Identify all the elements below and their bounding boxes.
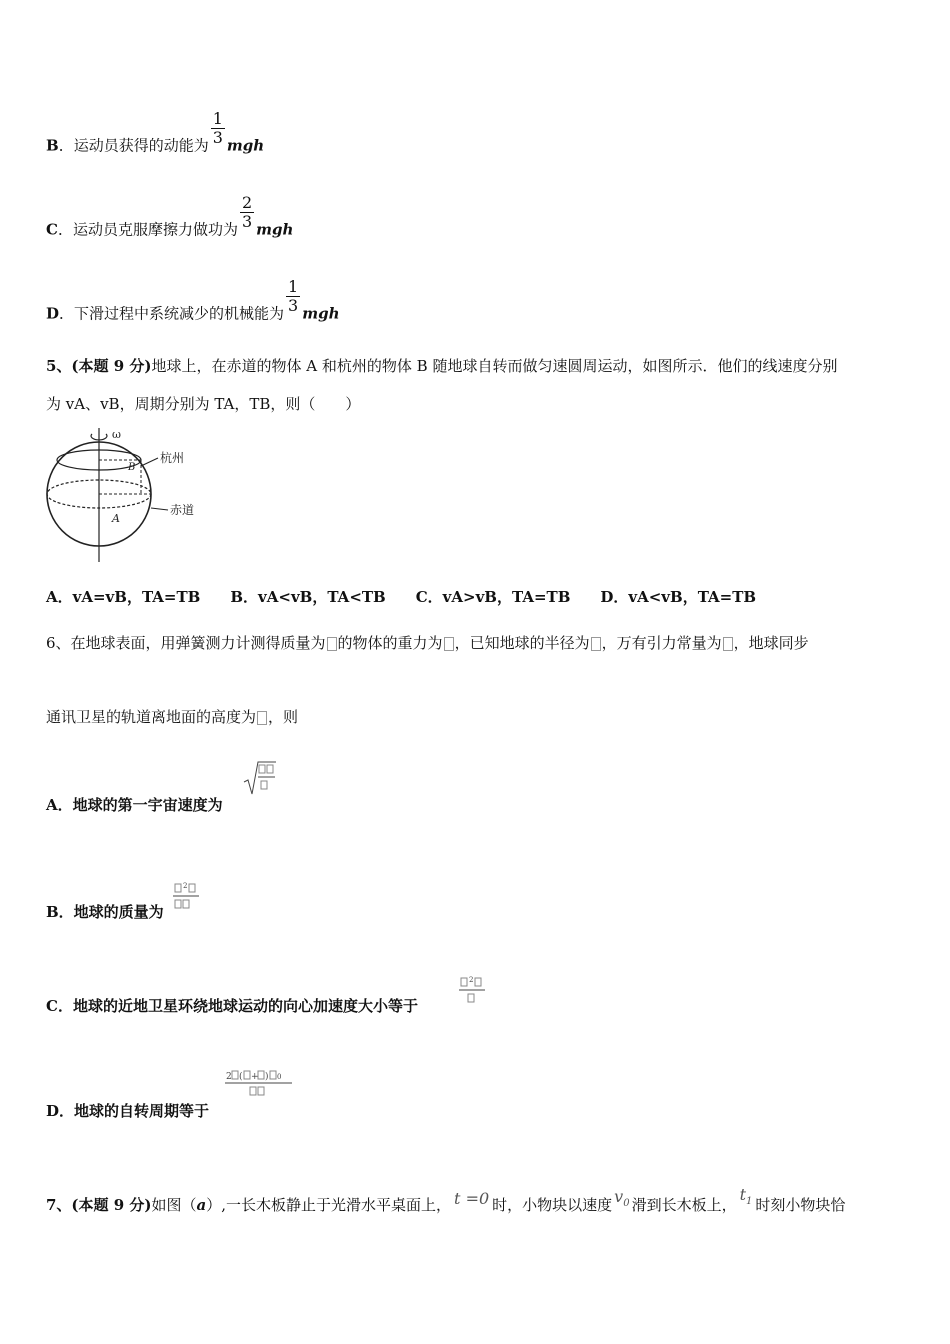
mass-formula (172, 880, 202, 916)
omega-label: ω (112, 428, 121, 441)
q6-option-b: B．地球的质量为 (46, 903, 164, 921)
fraction: $\frac{1}{3}$ (212, 109, 223, 147)
fraction: $\frac{1}{3}$ (288, 277, 299, 315)
accel-formula (458, 974, 488, 1010)
q6-option-d: D．地球的自转周期等于 (46, 1102, 210, 1120)
q5-options: A．vA=vB，TA=TB B．vA<vB，TA<TB C．vA>vB，TA=TB D．vA<vB，TA=TB (46, 588, 757, 606)
q6-stem-line1: 6、在地球表面，用弹簧测力计测得质量为 的物体的重力为 ，已知地球的半径为 ，万有引力常量为 ，地球同步 (46, 634, 809, 652)
period-formula (224, 1066, 296, 1102)
svg-text:2: 2 (469, 976, 474, 984)
q4-option-d: D．下滑过程中系统减少的机械能为 $\frac{1}{3}$ mgh (46, 277, 340, 323)
svg-text:(: ( (239, 1072, 243, 1082)
equator-label: 赤道 (170, 503, 195, 517)
point-a-label: A (112, 512, 120, 525)
sqrt-formula (242, 758, 278, 798)
q7-stem-line1: 7、(本题 9 分)如图（a）,一长木板静止于光滑水平桌面上， t =0 时，小物块以速度 $v_0$ 滑到长木板上，$t_1$ 时刻小物块恰 (46, 1185, 846, 1214)
svg-text:): ) (265, 1072, 269, 1082)
q5-stem-line1: 5、(本题 9 分)地球上，在赤道的物体 A 和杭州的物体 B 随地球自转而做匀速圆周运动，如图所示．他们的线速度分别 (46, 357, 838, 375)
hangzhou-label: 杭州 (160, 451, 185, 465)
svg-text:0: 0 (277, 1073, 282, 1081)
q4-option-b: B．运动员获得的动能为 $\frac{1}{3}$ mgh (46, 109, 265, 155)
point-b-label: B (128, 462, 136, 473)
svg-text:2: 2 (183, 882, 188, 890)
svg-text:2: 2 (226, 1072, 232, 1082)
fraction: $\frac{2}{3}$ (241, 193, 253, 231)
earth-figure (44, 424, 204, 564)
q6-option-a: A．地球的第一宇宙速度为 (46, 796, 223, 814)
q6-stem-line2: 通讯卫星的轨道离地面的高度为 ，则 (46, 708, 299, 726)
q4-option-c: C．运动员克服摩擦力做功为 $\frac{2}{3}$ mgh (46, 193, 294, 239)
q6-option-c: C．地球的近地卫星环绕地球运动的向心加速度大小等于 (46, 997, 418, 1015)
svg-text:+: + (251, 1072, 259, 1082)
q5-stem-line2: 为 vA、vB，周期分别为 TA，TB，则（ ） (46, 395, 361, 413)
